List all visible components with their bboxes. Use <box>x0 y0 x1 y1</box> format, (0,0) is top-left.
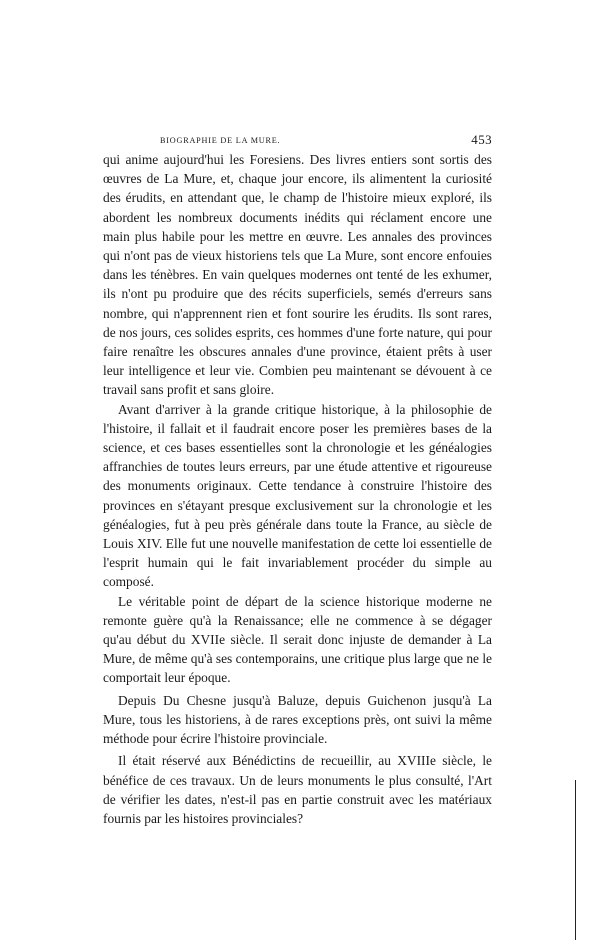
paragraph: Il était réservé aux Bénédictins de recueillir, au XVIIIe siècle, le bénéfice de ces travaux. Un de leurs monuments le plus consulté, l'Art de vérifier les dates, n'est-il pas en partie construit avec les matériaux fournis par les histoires provinciales? <box>103 753 492 826</box>
paragraph: Avant d'arriver à la grande critique historique, à la philosophie de l'histoire, il fallait et il faudrait encore poser les premières bases de la science, et ces bases essentielles sont la chronologie et les généalogies affranchies de toutes leurs erreurs, par une étude attentive et rigoureuse des monuments originaux. Cette tendance à construire l'histoire des provinces en s'étayant presque exclusivement sur la chronologie et les généalogies, fut à peu près générale dans toute la France, au siècle de Louis XIV. Elle fut une nouvelle manifestation de cette loi essentielle de l'esprit humain qui le fait invariablement procéder du simple au composé. <box>103 401 492 590</box>
paragraph: Depuis Du Chesne jusqu'à Baluze, depuis Guichenon jusqu'à La Mure, tous les historiens, à de rares exceptions près, ont suivi la même méthode pour écrire l'histoire provinciale. <box>103 692 492 747</box>
paragraph: Le véritable point de départ de la science historique moderne ne remonte guère qu'à la Renaissance; elle ne commence à se dégager qu'au début du XVIIe siècle. Il serait donc injuste de demander à La Mure, de même qu'à ses contemporains, une critique plus large que ne le comportait leur époque. <box>103 593 492 686</box>
margin-rule <box>575 780 576 940</box>
running-title: BIOGRAPHIE DE LA MURE. <box>160 136 281 145</box>
paragraph: qui anime aujourd'hui les Foresiens. Des livres entiers sont sortis des œuvres de La Mure, et, chaque jour encore, ils alimentent la curiosité des érudits, en attendant que, le champ de l'histoire mieux exploré, ils abordent les nombreux documents inédits qui réclament encore une main plus habile pour les mettre en œuvre. Les annales des provinces qui n'ont pas de vieux historiens tels que La Mure, sont encore enfouies dans les ténèbres. En vain quelques modernes ont tenté de les exhumer, ils n'ont pu produire que des récits superficiels, semés d'erreurs sans nombre, qui n'apprennent rien et font sourire les érudits. Ils sont rares, de nos jours, ces solides esprits, ces hommes d'une forte nature, qui pour faire renaître les obscures annales d'une province, étaient prêts à user leur intelligence et leur vie. Combien peu maintenant se dévouent à ce travail sans profit et sans gloire. <box>103 152 492 398</box>
page-number: 453 <box>471 132 492 147</box>
body-text <box>103 150 492 828</box>
